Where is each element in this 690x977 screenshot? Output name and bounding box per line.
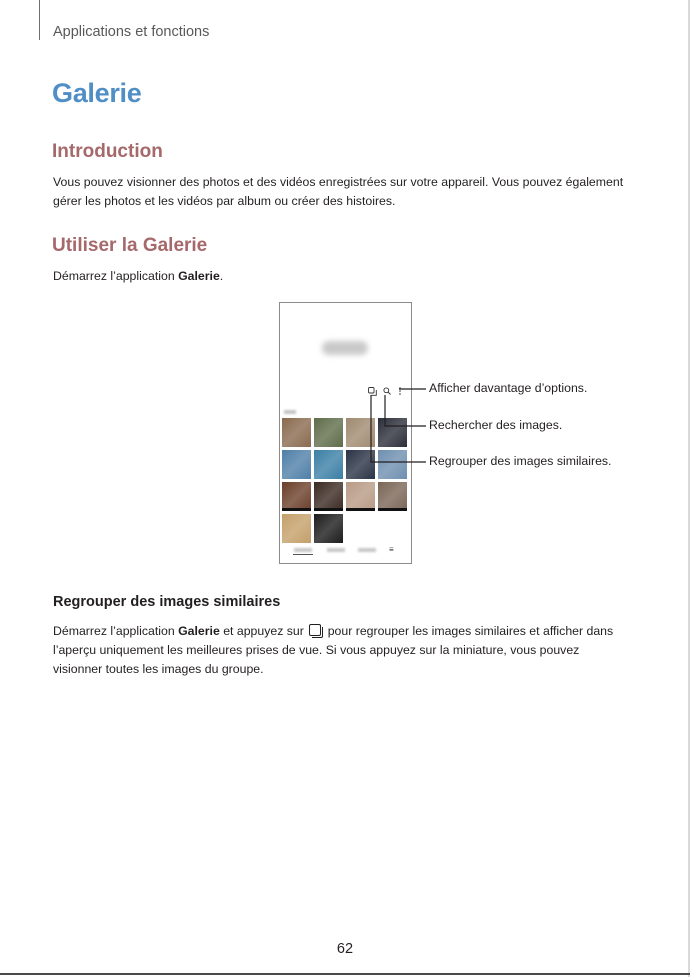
group-text-part1: Démarrez l’application: [53, 624, 179, 638]
gallery-app-name-2: Galerie: [178, 624, 220, 638]
page-number: 62: [336, 941, 354, 957]
callout-line-group: [371, 395, 426, 462]
group-similar-inline-icon: [309, 624, 322, 637]
callout-group-similar: Regrouper des images similaires.: [429, 454, 612, 468]
callout-search: Rechercher des images.: [429, 418, 563, 432]
gallery-app-name: Galerie: [178, 269, 220, 283]
callout-more-options: Afficher davantage d’options.: [429, 381, 588, 395]
introduction-text: Vous pouvez visionner des photos et des vidéos enregistrées sur votre appareil. Vous pouvez également gérer les photos et les vidéos par album ou créer des histoires.: [53, 175, 624, 208]
introduction-heading: Introduction: [52, 141, 163, 162]
group-similar-heading: Regrouper des images similaires: [53, 594, 281, 610]
group-similar-text: [53, 622, 628, 679]
page-title: Galerie: [52, 78, 142, 108]
group-text-part2: et appuyez sur: [219, 624, 308, 638]
use-gallery-text-before: Démarrez l’application: [53, 269, 179, 283]
use-gallery-text-after: .: [219, 269, 224, 283]
callout-line-search: [385, 395, 426, 426]
group-text-part3: pour regrouper les images similaires et afficher dans l’aperçu uniquement les meilleures prises de vue. Si vous appuyez sur la miniature, vous pouvez visionner toutes les images du groupe.: [53, 624, 614, 676]
menu-icon[interactable]: ≡: [389, 545, 394, 554]
section-header: Applications et fonctions: [53, 24, 210, 40]
use-gallery-heading: Utiliser la Galerie: [52, 235, 208, 256]
